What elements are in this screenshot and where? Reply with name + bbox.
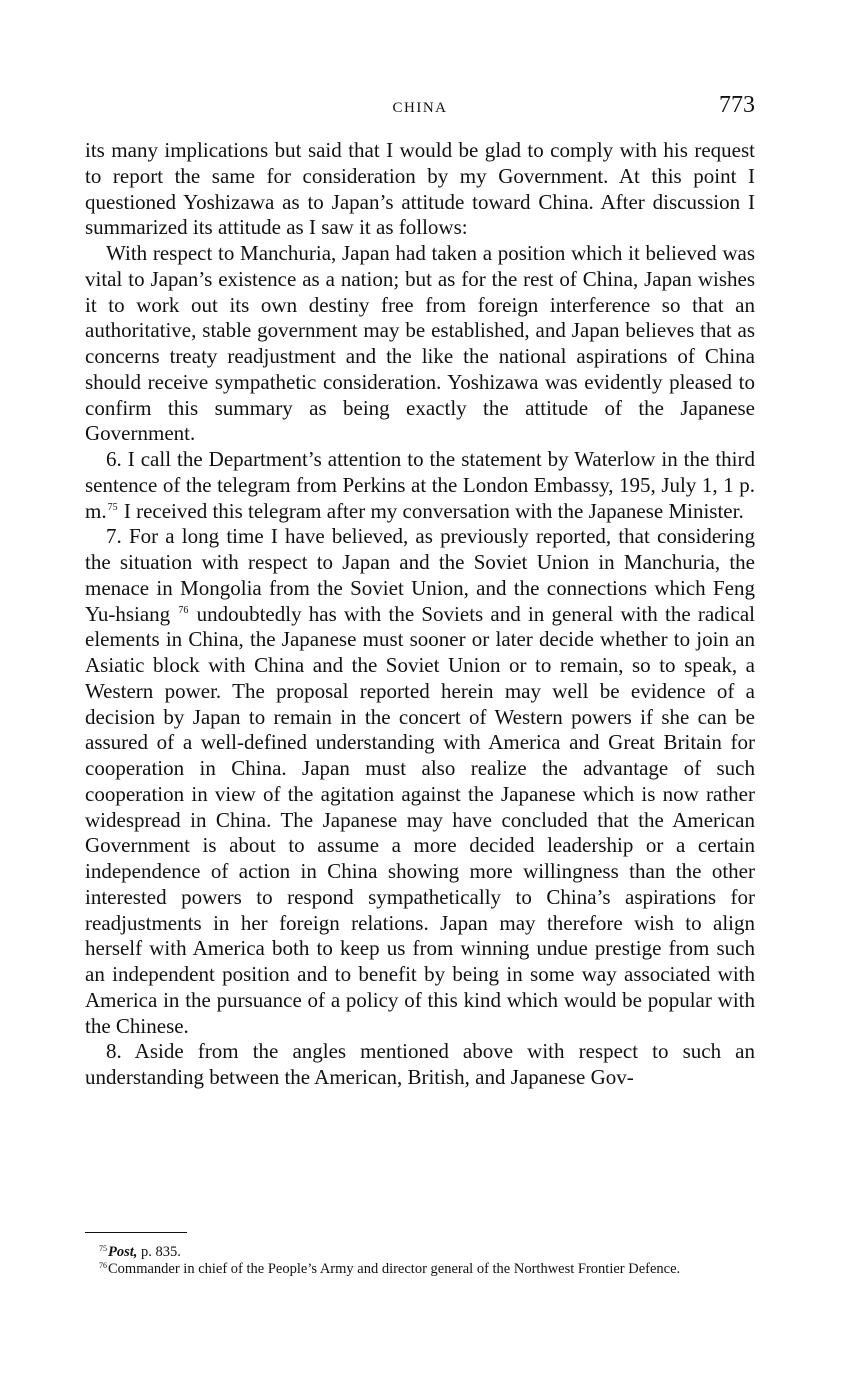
paragraph-continuation: its many implications but said that I would be glad to comply with his request to report the same for consideration by my Government. At this point I questioned Yoshizawa as to Japan’s attitude toward China. After discussion I summarized its attitude as I saw it as follows: xyxy=(85,138,755,240)
footnote-ref-76[interactable]: 76 xyxy=(178,604,189,616)
footnote-text: p. 835. xyxy=(137,1244,181,1260)
footnote-76 xyxy=(85,1261,755,1278)
footnote-divider xyxy=(85,1232,187,1233)
paragraph-7-text-a: 7. For a long time I have believed, as previously reported, that considering the situation with respect to Japan and the Soviet Union in Manchuria, the menace in Mongolia from the Soviet Union, and the connections which Feng Yu-hsiang xyxy=(85,524,755,626)
footnote-ref-75[interactable]: 75 xyxy=(107,501,118,513)
paragraph-8: 8. Aside from the angles mentioned above with respect to such an understanding between the American, British, and Japanese Gov- xyxy=(85,1039,755,1089)
paragraph-7-text-b: undoubtedly has with the Soviets and in general with the radical elements in China, the Japanese must sooner or later decide whether to join an Asiatic block with China and the Soviet Union or to remain, so to speak, a Western power. The proposal reported herein may well be evidence of a decision by Japan to remain in the concert of Western powers if she can be assured of a well-defined understanding with America and Great Britain for cooperation in China. Japan must also realize the advantage of such cooperation in view of the agitation against the Japanese which is now rather widespread in China. The Japanese may have concluded that the American Government is about to assume a more decided leadership or a certain independence of action in China showing more willingness than the other interested powers to respond sympathetically to China’s aspirations for readjustments in her foreign relations. Japan may therefore wish to align herself with America both to keep us from winning undue prestige from such an independent position and to benefit by being in some way associated with America in the pursuance of a policy of this kind which would be popular with the Chinese. xyxy=(85,601,755,1038)
running-head: CHINA xyxy=(392,100,448,116)
footnote-marker: 75 xyxy=(99,1244,107,1253)
paragraph-6-text-a: 6. I call the Department’s attention to the statement by Waterlow in the third sentence of the telegram from Perkins at the London Embassy, 195, July 1, 1 p. m. xyxy=(85,447,755,523)
footnote-text: Commander in chief of the People’s Army and director general of the Northwest Frontier Defence. xyxy=(108,1261,681,1277)
footnote-marker: 76 xyxy=(99,1261,107,1270)
footnotes xyxy=(85,1244,755,1278)
paragraph-7 xyxy=(85,524,755,1039)
page-number: 773 xyxy=(719,92,755,118)
paragraph-6-text-b: I received this telegram after my conversation with the Japanese Minister. xyxy=(118,498,744,523)
footnote-75 xyxy=(85,1244,755,1261)
footnote-source: Post, xyxy=(108,1244,138,1260)
paragraph-6 xyxy=(85,447,755,524)
page-header xyxy=(85,92,755,122)
body-text xyxy=(85,138,755,1091)
paragraph-quoted-summary: With respect to Manchuria, Japan had taken a position which it believed was vital to Japan’s existence as a nation; but as for the rest of China, Japan wishes it to work out its own destiny free from foreign interference so that an authoritative, stable government may be established, and Japan believes that as concerns treaty readjustment and the like the national aspirations of China should receive sympathetic consideration. Yoshizawa was evidently pleased to confirm this summary as being exactly the attitude of the Japanese Government. xyxy=(85,241,755,446)
